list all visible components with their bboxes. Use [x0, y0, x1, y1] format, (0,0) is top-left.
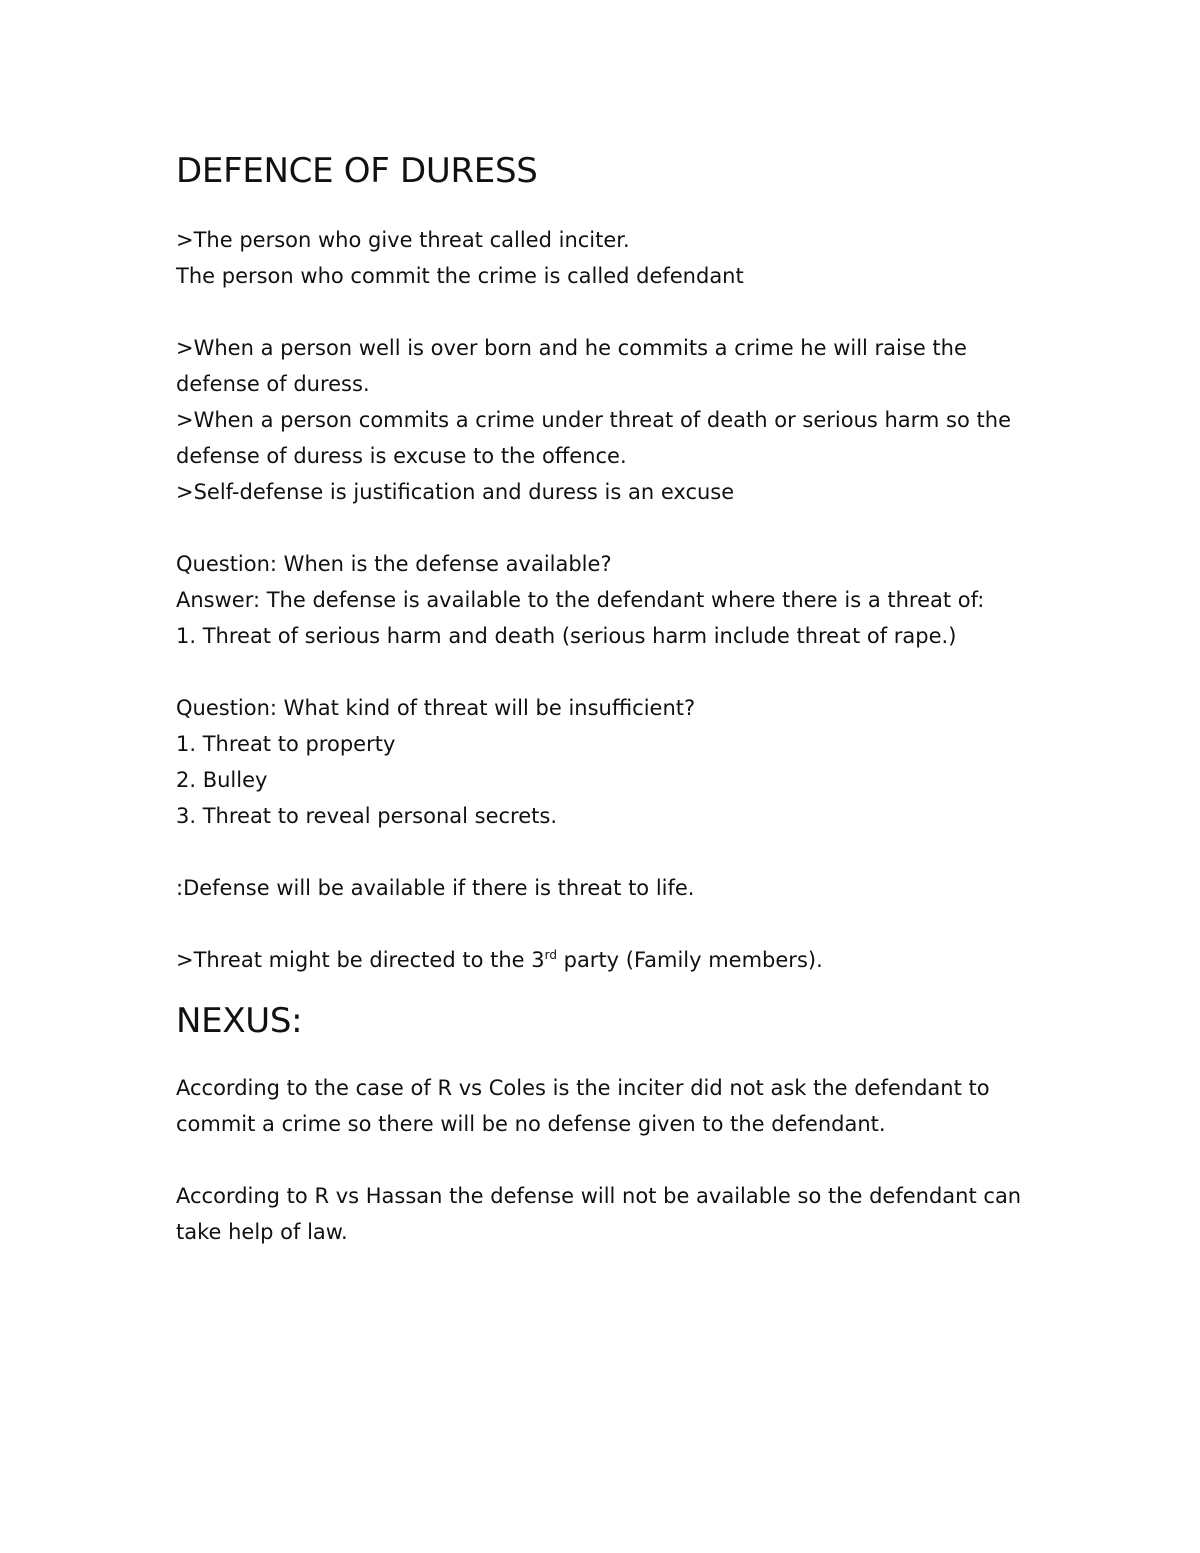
- question-insufficient: Question: What kind of threat will be insufficient?: [176, 696, 696, 720]
- nexus-paragraph-hassan: According to R vs Hassan the defense will not be available so the defendant can: [176, 1184, 1022, 1208]
- third-party-line: [176, 942, 1076, 978]
- answer-available: Answer: The defense is available to the defendant where there is a threat of:: [176, 588, 985, 612]
- list-item: 2. Bulley: [176, 768, 268, 792]
- document-title: DEFENCE OF DURESS: [176, 151, 538, 191]
- spacer: [176, 1142, 1076, 1178]
- nexus-paragraph-coles: commit a crime so there will be no defense given to the defendant.: [176, 1112, 886, 1136]
- point-line: >When a person commits a crime under threat of death or serious harm so the: [176, 408, 1011, 432]
- intro-line: The person who commit the crime is called defendant: [176, 264, 744, 288]
- third-party-prefix: >Threat might be directed to the 3: [176, 948, 545, 972]
- third-party-suffix: party (Family members).: [556, 948, 823, 972]
- intro-line: >The person who give threat called inciter.: [176, 228, 630, 252]
- question-available: Question: When is the defense available?: [176, 552, 612, 576]
- point-line: defense of duress is excuse to the offence.: [176, 444, 627, 468]
- point-line: defense of duress.: [176, 372, 370, 396]
- spacer: [176, 294, 1076, 330]
- point-line: >When a person well is over born and he commits a crime he will raise the: [176, 336, 967, 360]
- nexus-paragraph-coles: According to the case of R vs Coles is the inciter did not ask the defendant to: [176, 1076, 990, 1100]
- ordinal-superscript: rd: [544, 948, 557, 962]
- list-item: 3. Threat to reveal personal secrets.: [176, 804, 558, 828]
- nexus-heading: NEXUS:: [176, 1001, 303, 1041]
- nexus-paragraph-hassan: take help of law.: [176, 1220, 348, 1244]
- spacer: [176, 654, 1076, 690]
- life-threat-line: :Defense will be available if there is threat to life.: [176, 876, 695, 900]
- answer-item: 1. Threat of serious harm and death (serious harm include threat of rape.): [176, 624, 957, 648]
- spacer: [176, 834, 1076, 870]
- spacer: [176, 906, 1076, 942]
- point-line: >Self-defense is justification and duress is an excuse: [176, 480, 735, 504]
- list-item: 1. Threat to property: [176, 732, 396, 756]
- spacer: [176, 510, 1076, 546]
- document-body: [176, 148, 1076, 1250]
